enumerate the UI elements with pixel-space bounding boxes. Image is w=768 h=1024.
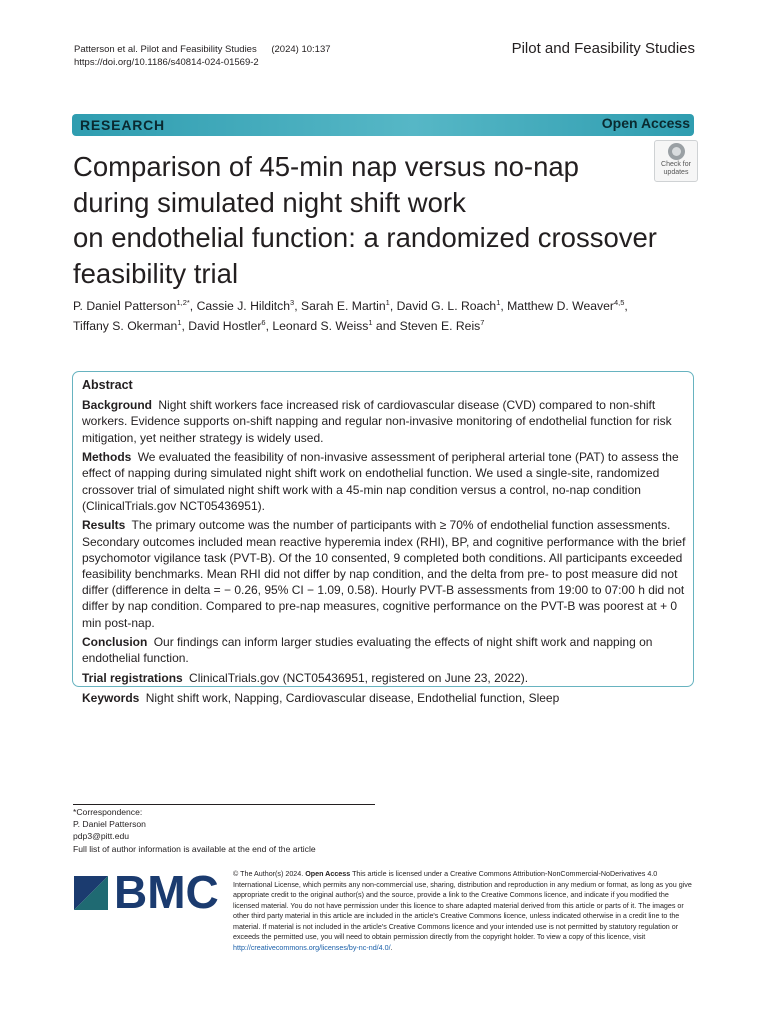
header-year-volume: (2024) 10:137: [271, 44, 331, 55]
license-end: .: [390, 943, 393, 952]
check-updates-line1: Check for: [661, 161, 691, 168]
author-affiliation: 7: [480, 318, 485, 327]
author-name[interactable]: David G. L. Roach: [396, 299, 497, 313]
section-label: Results: [82, 518, 126, 533]
section-text: We evaluated the feasibility of non-invasive assessment of peripheral arterial tone (PAT) to assess the effect of napping during simulated night shift work on endothelial function. We used a single-site, randomized crossover trial of simulated night shift work with a 45-min nap condition versus a control, no-nap condition (ClinicalTrials.gov NCT05436951).: [82, 450, 679, 513]
license-text: [233, 869, 695, 953]
author-separator: ,: [181, 319, 189, 333]
section-text: Night shift work, Napping, Cardiovascular disease, Endothelial function, Sleep: [145, 690, 560, 705]
abstract-conclusion: [82, 634, 688, 666]
author-name[interactable]: Tiffany S. Okerman: [73, 319, 178, 333]
section-text: Our findings can inform larger studies evaluating the effects of night shift work and napping on endothelial function.: [82, 635, 653, 666]
abstract-results: [82, 517, 688, 630]
section-text: Night shift workers face increased risk of cardiovascular disease (CVD) compared to non-shift workers. Evidence supports on-shift napping and regular non-invasive monitoring of endothelial function for risk mitigation, yet neither strategy is widely used.: [82, 398, 672, 445]
author-name[interactable]: Cassie J. Hilditch: [196, 299, 291, 313]
author-separator: ,: [294, 299, 301, 313]
correspondence-label: *Correspondence:: [73, 807, 143, 817]
correspondence-block: [73, 806, 316, 855]
author-separator: ,: [265, 319, 273, 333]
author-name[interactable]: Leonard S. Weiss: [272, 319, 369, 333]
author-name[interactable]: Sarah E. Martin: [301, 299, 386, 313]
license-link[interactable]: http://creativecommons.org/licenses/by-nc-nd/4.0/: [233, 943, 391, 952]
check-updates-line2: updates: [663, 168, 689, 176]
title-line: feasibility trial: [73, 257, 239, 289]
author-affiliation: 1: [368, 318, 373, 327]
author-name[interactable]: Steven E. Reis: [399, 319, 481, 333]
author-list: [73, 296, 698, 336]
author-separator: and: [372, 319, 400, 333]
author-info-note: Full list of author information is available at the end of the article: [73, 843, 316, 854]
footnote-rule: [73, 804, 375, 805]
author-affiliation: 1: [385, 298, 390, 307]
section-text: The primary outcome was the number of participants with ≥ 70% of endothelial function assessments. Secondary outcomes included mean reactive hyperemia index (RHI), BP, and cognitive performance with the brief psychomotor vigilance task (PVT-B). Of the 10 consented, 9 completed both conditions. All participants exceeded feasibility benchmarks. Mean RHI did not differ by nap condition, and the delta from pre- to post measure did not differ (difference in delta = − 0.26, 95% CI − 1.09, 0.58). Hourly PVT-B assessments from 19:00 to 07:00 h did not differ by nap condition. Compared to pre-nap measures, cognitive performance on the PVT-B was poorest at + 0 min post-nap.: [82, 518, 686, 630]
author-name[interactable]: P. Daniel Patterson: [73, 299, 177, 313]
author-line-1: [73, 296, 698, 316]
correspondence-email[interactable]: pdp3@pitt.edu: [73, 831, 130, 842]
title-line: on endothelial function: a randomized crossover: [73, 222, 657, 253]
section-text: ClinicalTrials.gov (NCT05436951, registered on June 23, 2022).: [189, 671, 529, 686]
title-line: during simulated night shift work: [73, 186, 466, 218]
abstract-trial-registration: [82, 670, 688, 686]
article-title: [73, 149, 713, 291]
correspondence-name: P. Daniel Patterson: [73, 819, 146, 830]
title-line: Comparison of 45-min nap versus no-nap: [73, 151, 579, 182]
abstract-box: [72, 371, 694, 705]
article-type-label: RESEARCH: [80, 117, 165, 133]
license-body: This article is licensed under a Creative Commons Attribution-NonCommercial-NoDerivatives 4.0 International License, which permits any non-commercial use, sharing, distribution and reproduction in any medium or format, as long as you give appropriate credit to the original author(s) and the source, provide a link to the Creative Commons licence, and indicate if you modified the licensed material. You do not have permission under this licence to share adapted material derived from this article or parts of it. The images or other third party material in this article are included in the article's Creative Commons licence, unless indicated otherwise in a credit line to the material. If material is not included in the article's Creative Commons licence and your intended use is not permitted by statutory regulation or exceeds the permitted use, you will need to obtain permission directly from the copyright holder. To view a copy of this licence, visit: [233, 870, 692, 942]
journal-name: Pilot and Feasibility Studies: [511, 40, 695, 57]
author-name[interactable]: David Hostler: [188, 319, 262, 333]
author-separator: ,: [389, 299, 397, 313]
section-label: Keywords: [82, 690, 140, 705]
bmc-logo-text: BMC: [114, 866, 219, 918]
author-affiliation: 3: [290, 298, 295, 307]
running-header: [74, 43, 331, 69]
section-label: Background: [82, 398, 153, 413]
header-doi-link[interactable]: https://doi.org/10.1186/s40814-024-01569-2: [74, 57, 259, 68]
author-line-2: [73, 316, 698, 336]
author-affiliation: 1: [496, 298, 501, 307]
section-label: Conclusion: [82, 635, 148, 650]
section-label: Methods: [82, 450, 132, 465]
article-type-banner: [72, 114, 694, 136]
author-separator: ,: [500, 299, 508, 313]
author-separator: ,: [189, 299, 197, 313]
abstract-keywords: [82, 690, 688, 706]
header-authors-journal: Patterson et al. Pilot and Feasibility Studies: [74, 44, 257, 55]
author-affiliation: 4,5: [613, 298, 625, 307]
author-separator: ,: [624, 299, 628, 313]
section-label: Trial registrations: [82, 671, 183, 686]
bmc-logo-icon: [74, 876, 108, 910]
abstract-background: [82, 397, 688, 446]
abstract-methods: [82, 449, 688, 514]
author-name[interactable]: Matthew D. Weaver: [507, 299, 614, 313]
author-affiliation: 1,2*: [176, 298, 190, 307]
abstract-heading: Abstract: [82, 378, 133, 392]
copyright: © The Author(s) 2024.: [233, 870, 304, 878]
author-affiliation: 1: [177, 318, 182, 327]
author-affiliation: 6: [261, 318, 266, 327]
open-access-label: Open Access: [601, 115, 690, 131]
license-open-access: Open Access: [305, 870, 351, 878]
